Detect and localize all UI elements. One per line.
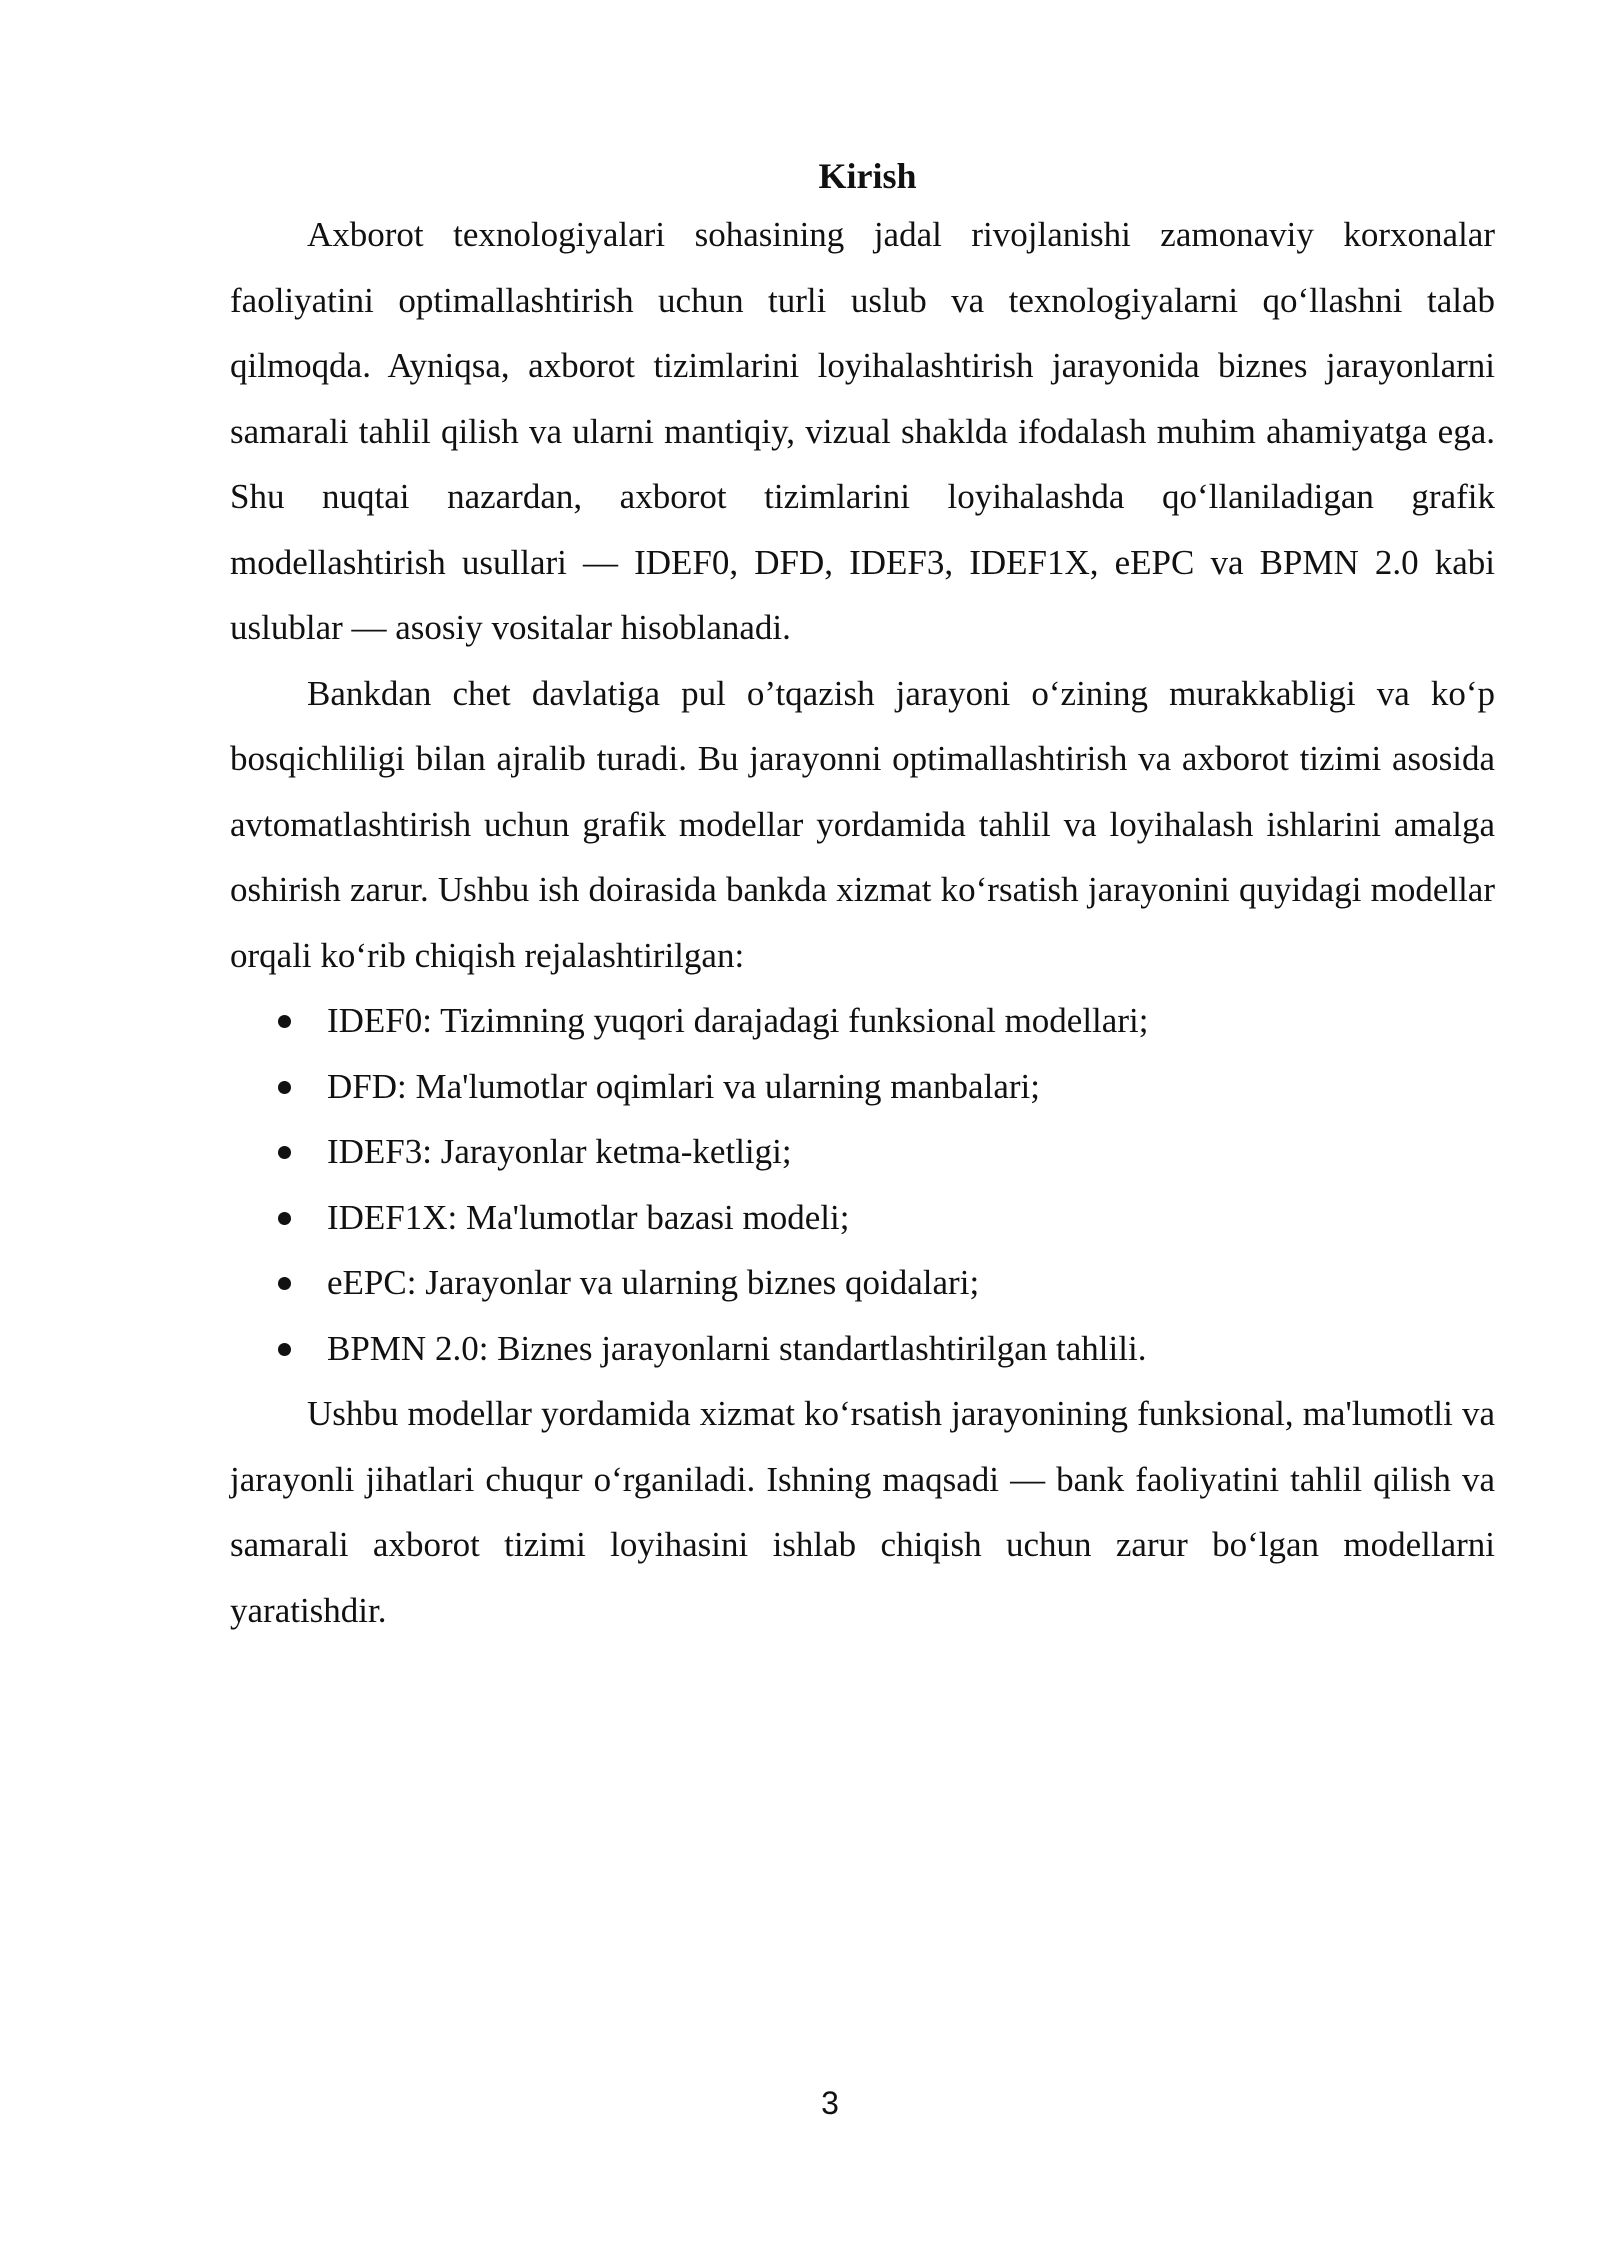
list-item-text: IDEF1X: Ma'lumotlar bazasi modeli; (327, 1197, 850, 1237)
intro-paragraph-1: Axborot texnologiyalari sohasining jadal rivojlanishi zamonaviy korxonalar faoliyatini optimallashtirish uchun turli uslub va texnologiyalarni qo‘llashni talab qilmoqda. Ayniqsa, axborot tizimlarini loyihalashtirish jarayonida biznes jarayonlarni samarali tahlil qilish va ularni mantiqiy, vizual shaklda ifodalash muhim ahamiyatga ega. Shu nuqtai nazardan, axborot tizimlarini loyihalashda qo‘llaniladigan grafik modellashtirish usullari — IDEF0, DFD, IDEF3, IDEF1X, eEPC va BPMN 2.0 kabi uslublar — asosiy vositalar hisoblanadi. (230, 215, 1495, 647)
page-number: 3 (821, 2085, 839, 2121)
model-list (230, 988, 1495, 1381)
bullet-icon (278, 1015, 291, 1028)
list-item-text: DFD: Ma'lumotlar oqimlari va ularning manbalari; (327, 1066, 1040, 1106)
intro-paragraph-2: Bankdan chet davlatiga pul o’tqazish jarayoni o‘zining murakkabligi va ko‘p bosqichliligi bilan ajralib turadi. Bu jarayonni optimallashtirish va axborot tizimi asosida avtomatlashtirish uchun grafik modellar yordamida tahlil va loyihalash ishlarini amalga oshirish zarur. Ushbu ish doirasida bankda xizmat ko‘rsatish jarayonini quyidagi modellar orqali ko‘rib chiqish rejalashtirilgan: (230, 673, 1495, 975)
list-item (230, 1250, 1495, 1316)
list-item-text: IDEF0: Tizimning yuqori darajadagi funksional modellari; (327, 1001, 1149, 1040)
page-title: Kirish (818, 156, 917, 196)
closing-paragraph: Ushbu modellar yordamida xizmat ko‘rsatish jarayonining funksional, ma'lumotli va jarayonli jihatlari chuqur o‘rganiladi. Ishning maqsadi — bank faoliyatini tahlil qilish va samarali axborot tizimi loyihasini ishlab chiqish uchun zarur bo‘lgan modellarni yaratishdir. (230, 1394, 1495, 1630)
bullet-icon (278, 1343, 291, 1356)
bullet-icon (278, 1081, 291, 1094)
list-item (230, 988, 1495, 1054)
document-page (230, 150, 1495, 1643)
list-item-text: BPMN 2.0: Biznes jarayonlarni standartlashtirilgan tahlili. (327, 1328, 1147, 1368)
list-item-text: IDEF3: Jarayonlar ketma-ketligi; (327, 1132, 792, 1171)
bullet-icon (278, 1146, 291, 1159)
list-item-text: eEPC: Jarayonlar va ularning biznes qoidalari; (327, 1263, 980, 1302)
list-item (230, 1316, 1495, 1382)
bullet-icon (278, 1212, 291, 1225)
list-item (230, 1054, 1495, 1120)
list-item (230, 1185, 1495, 1251)
list-item (230, 1119, 1495, 1185)
bullet-icon (278, 1277, 291, 1290)
